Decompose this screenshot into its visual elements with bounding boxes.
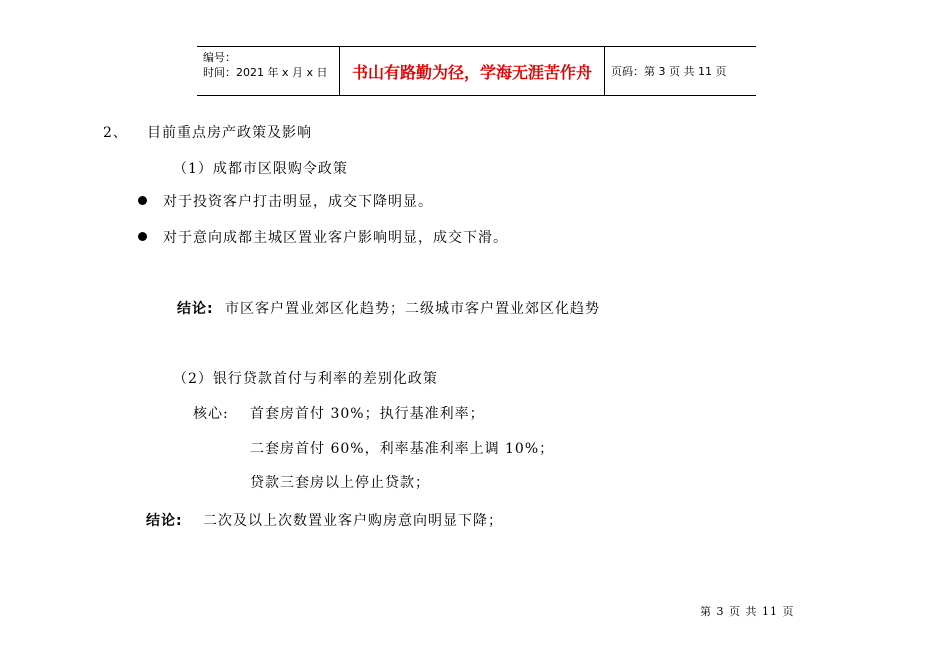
- sub2-core-label: 核心:: [193, 406, 229, 422]
- sub1-title: （1）成都市区限购令政策: [173, 161, 348, 177]
- section-title: 目前重点房产政策及影响: [147, 125, 312, 141]
- bullet-icon: [138, 196, 147, 205]
- section-number: 2、: [103, 125, 128, 141]
- sub2-conclusion-text: 二次及以上次数置业客户购房意向明显下降；: [203, 513, 503, 529]
- header-motto: 书山有路勤为径，学海无涯苦作舟: [340, 47, 605, 95]
- sub1-conclusion-text: 市区客户置业郊区化趋势；二级城市客户置业郊区化趋势: [225, 301, 600, 317]
- sub2-core-line-3: 贷款三套房以上停止贷款；: [250, 475, 430, 491]
- header-page-info: 页码：第 3 页 共 11 页: [611, 65, 727, 78]
- page-header: [197, 46, 756, 96]
- sub1-bullet-1: 对于投资客户打击明显，成交下降明显。: [163, 194, 433, 210]
- bullet-icon: [138, 232, 147, 241]
- sub2-core-line-1: 首套房首付 30%；执行基准利率；: [250, 406, 485, 422]
- header-time-label: 时间：2021 年 x 月 x 日: [203, 66, 328, 79]
- header-meta-cell: [197, 47, 340, 95]
- sub1-bullet-2: 对于意向成都主城区置业客户影响明显，成交下滑。: [163, 230, 508, 246]
- sub2-title: （2）银行贷款首付与利率的差别化政策: [173, 371, 438, 387]
- sub1-conclusion-label: 结论:: [177, 301, 214, 317]
- sub2-core-line-2: 二套房首付 60%，利率基准利率上调 10%；: [250, 441, 555, 457]
- sub2-conclusion-label: 结论:: [146, 513, 183, 529]
- header-number-label: 编号：: [203, 51, 236, 64]
- page-footer-number: 第 3 页 共 11 页: [700, 605, 795, 618]
